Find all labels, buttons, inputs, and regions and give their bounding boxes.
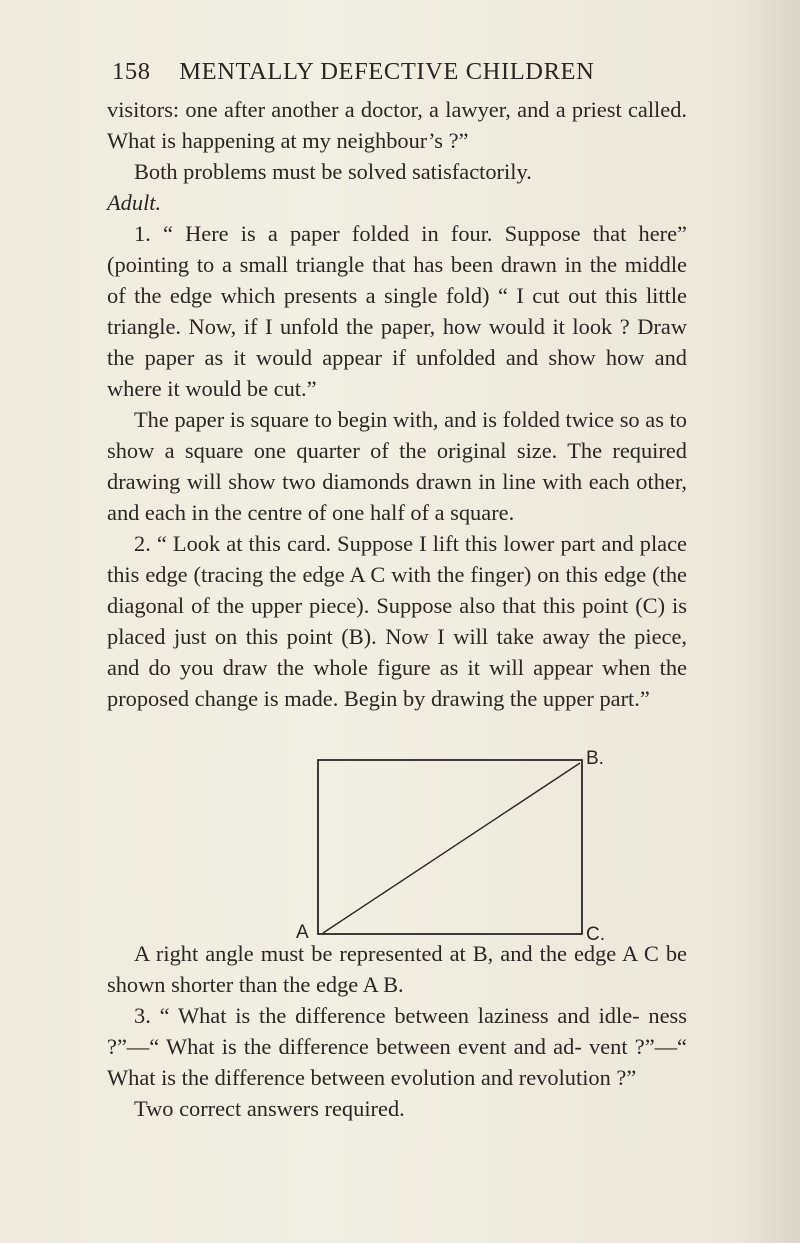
card-figure — [290, 748, 630, 945]
text-block-bottom — [107, 938, 687, 1124]
paragraph-answer-3: Two correct answers required. — [134, 1096, 405, 1121]
card-rectangle — [318, 760, 582, 934]
section-heading-adult: Adult. — [107, 190, 162, 215]
running-title: MENTALLY DEFECTIVE CHILDREN — [179, 58, 595, 85]
label-c: C. — [586, 924, 605, 945]
paragraph-problems-note: Both problems must be solved satisfactorily. — [134, 159, 532, 184]
paragraph-continuation: visitors: one after another a doctor, a lawyer, and a priest called. What is happening at my neighbour’s ?” — [107, 97, 687, 153]
paragraph-question-2: 2. “ Look at this card. Suppose I lift this lower part and place this edge (tracing the edge A C with the finger) on this edge (the diagonal of the upper piece). Suppose also that this point (C) is placed just on this point (B). Now I will take away the piece, and do you draw the whole figure as it will appear when the proposed change is made. Begin by drawing the upper part.” — [107, 531, 687, 711]
paragraph-question-3: 3. “ What is the difference between laziness and idle- ness ?”—“ What is the difference between event and ad- vent ?”—“ What is the difference between evolution and revolution ?” — [107, 1003, 687, 1090]
card-diagram — [290, 758, 630, 938]
paragraph-answer-1: The paper is square to begin with, and is folded twice so as to show a square one quarter of the original size. The required drawing will show two diamonds drawn in line with each other, and each in the centre of one half of a square. — [107, 407, 687, 525]
page-number: 158 — [112, 58, 151, 85]
label-b: B. — [586, 748, 604, 769]
paragraph-answer-2: A right angle must be represented at B, and the edge A C be shown shorter than the edge A B. — [107, 941, 687, 997]
text-block-top — [107, 94, 687, 714]
running-header — [112, 58, 692, 86]
card-diagonal — [323, 763, 580, 933]
paragraph-question-1: 1. “ Here is a paper folded in four. Suppose that here” (pointing to a small triangle that has been drawn in the middle of the edge which presents a single fold) “ I cut out this little triangle. Now, if I unfold the paper, how would it look ? Draw the paper as it would appear if unfolded and show how and where it would be cut.” — [107, 221, 687, 401]
label-a: A — [296, 922, 309, 943]
